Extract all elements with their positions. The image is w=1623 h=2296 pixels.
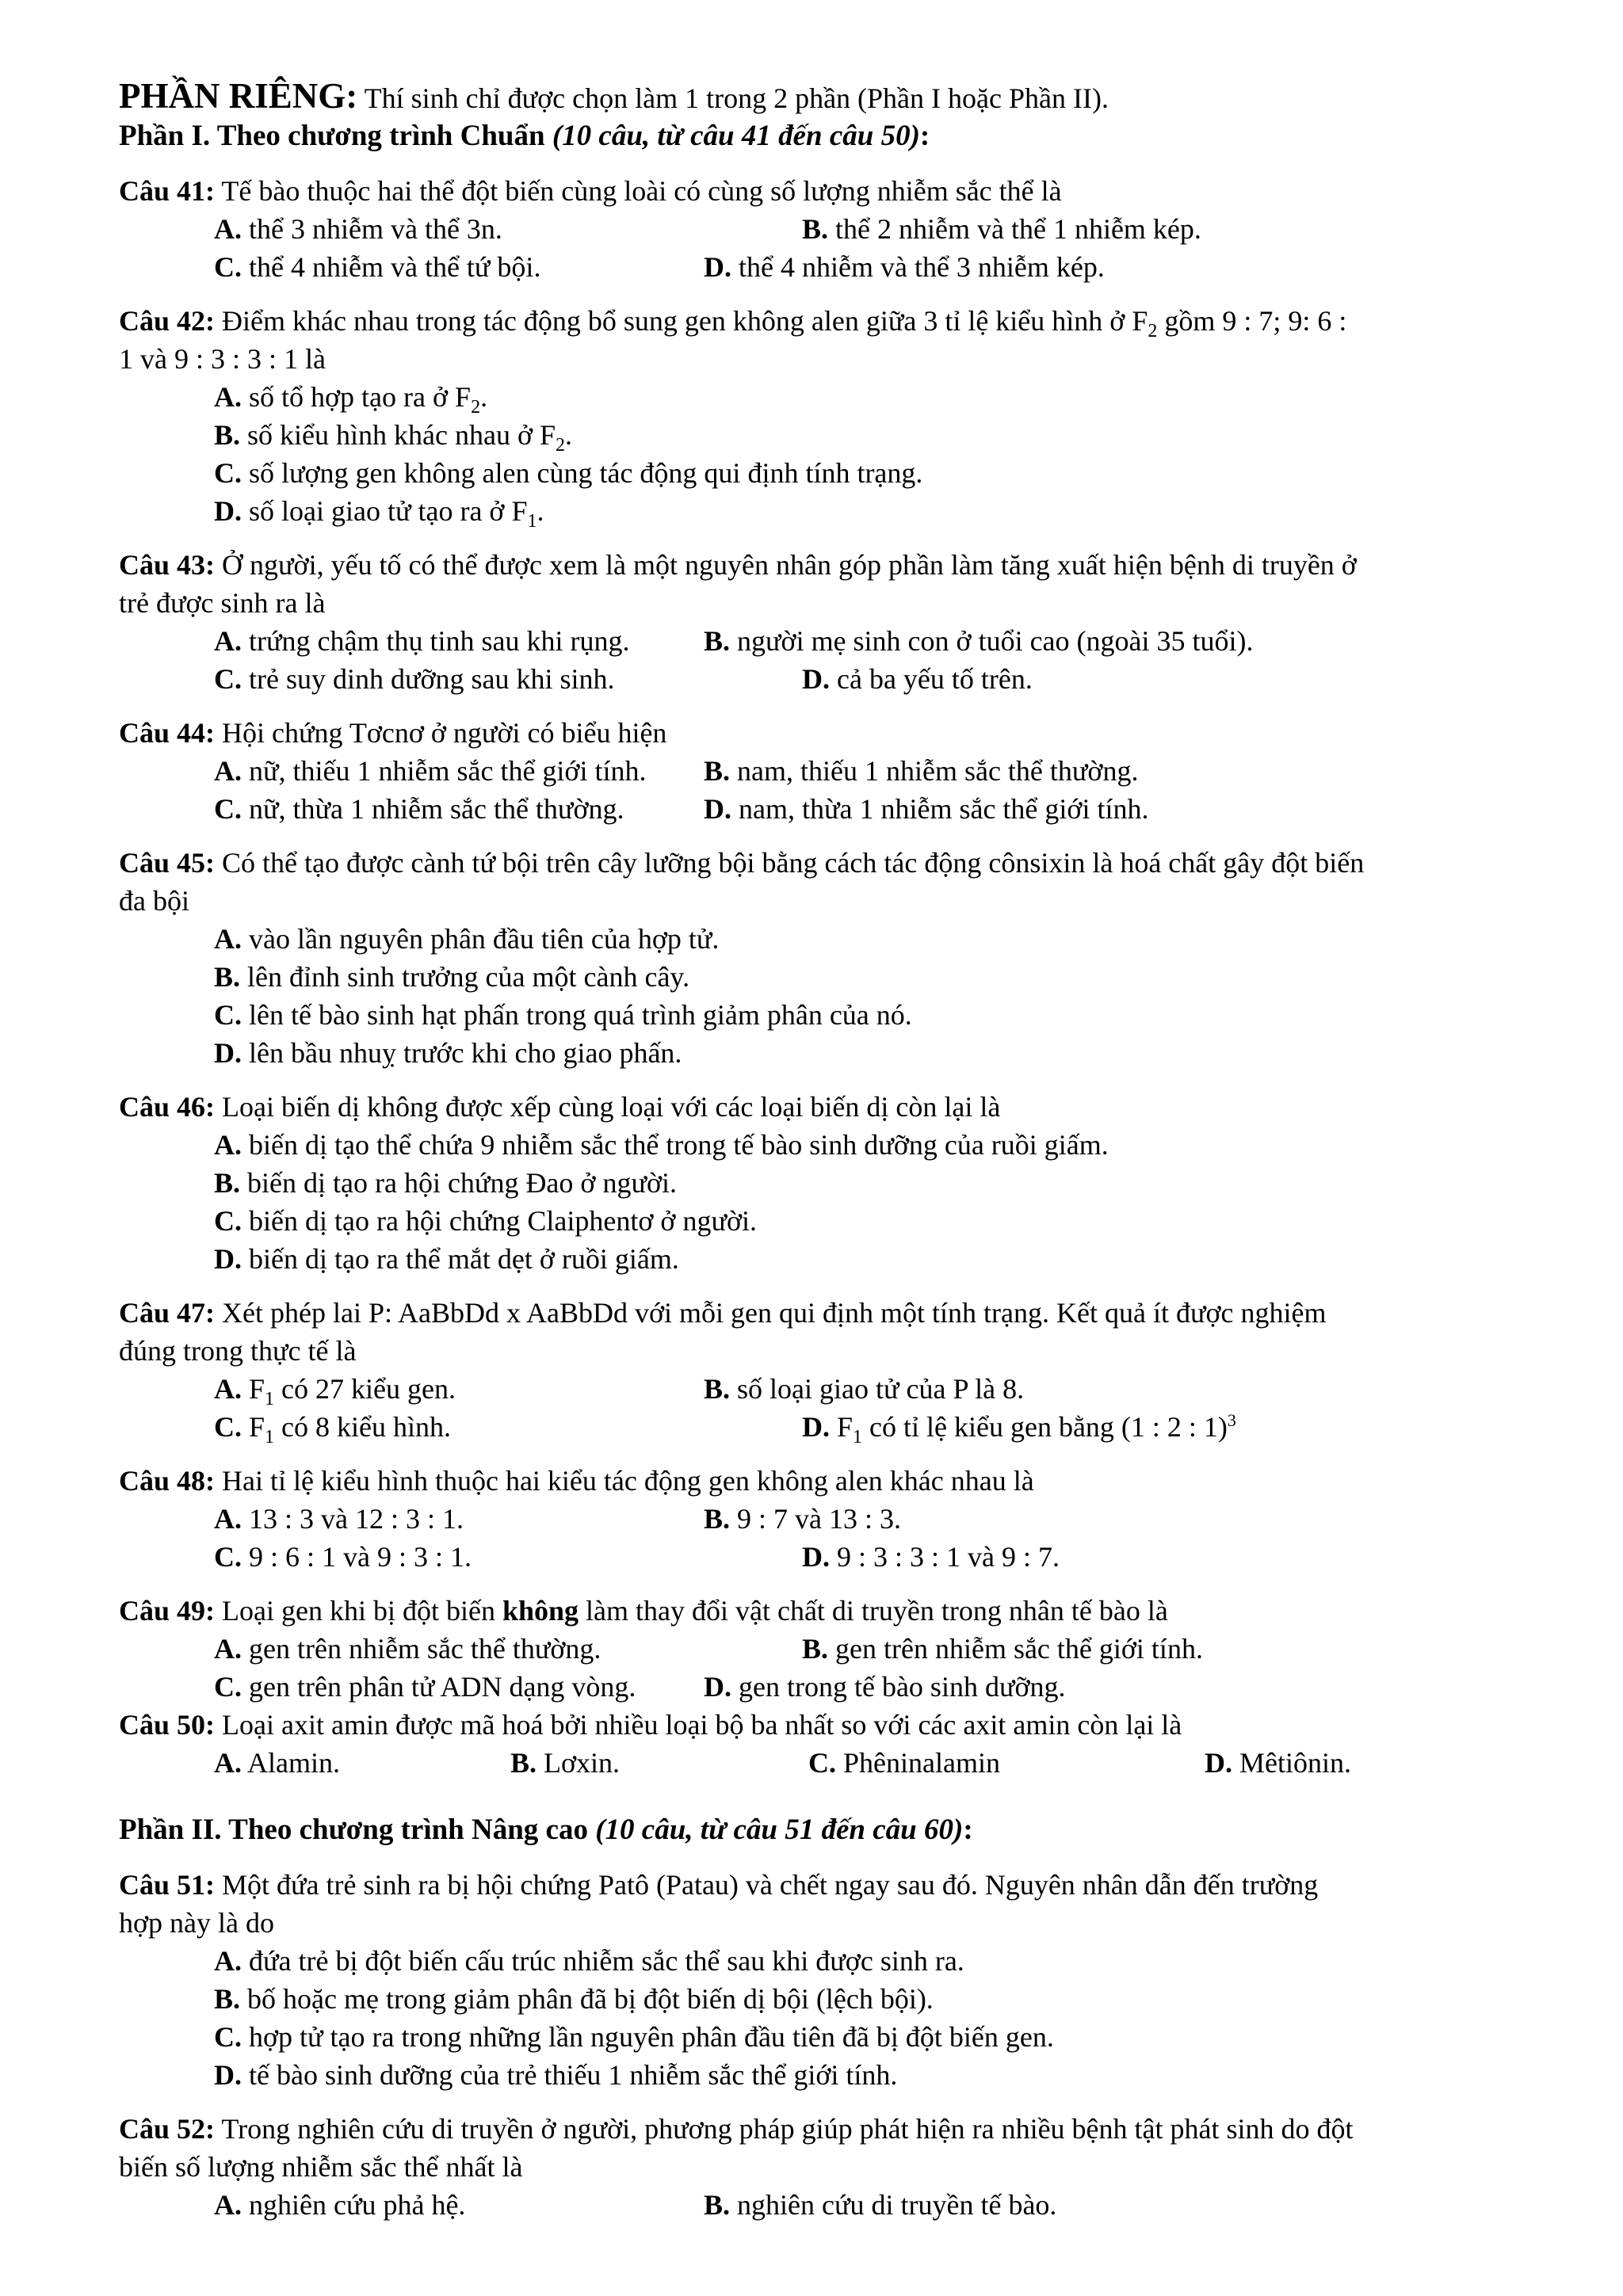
option-c: C. thể 4 nhiễm và thể tứ bội.	[214, 251, 541, 283]
option-d: D. biến dị tạo ra thể mắt dẹt ở ruồi giấm.	[214, 1243, 679, 1275]
part1-title	[119, 116, 1560, 156]
question-52	[119, 2110, 1560, 2224]
option-a: A. vào lần nguyên phân đầu tiên của hợp tử.	[214, 923, 720, 955]
question-41	[119, 172, 1560, 286]
option-b: B. người mẹ sinh con ở tuổi cao (ngoài 35 tuổi).	[704, 625, 1254, 657]
question-48-stem: Câu 48: Hai tỉ lệ kiểu hình thuộc hai kiểu tác động gen không alen khác nhau là	[119, 1465, 1034, 1497]
part2-note: (10 câu, từ câu 51 đến câu 60)	[595, 1814, 964, 1846]
option-a: A. Alamin.	[214, 1747, 340, 1779]
question-label: Câu 41:	[119, 175, 216, 207]
option-c: C. Phêninalamin	[808, 1747, 1000, 1779]
section-header	[119, 73, 1560, 121]
question-41-stem	[119, 172, 1560, 210]
question-46	[119, 1088, 1560, 1278]
question-47	[119, 1294, 1560, 1446]
question-45-stem-cont: đa bội	[119, 885, 189, 917]
header-text: Thí sinh chỉ được chọn làm 1 trong 2 phần (Phần I hoặc Phần II).	[357, 82, 1109, 114]
option-c: C. trẻ suy dinh dưỡng sau khi sinh.	[214, 663, 615, 695]
question-label: Câu 44:	[119, 717, 216, 749]
option-a: A. nghiên cứu phả hệ.	[214, 2189, 466, 2221]
header-label: PHẦN RIÊNG:	[119, 76, 358, 116]
option-d: D. $F_1$ có tỉ lệ kiểu gen bằng (1 : 2 : 1)$^3$	[802, 1410, 1236, 1448]
part1-title-text: Phần I. Theo chương trình Chuẩn	[119, 120, 552, 152]
question-text: Tế bào thuộc hai thể đột biến cùng loài có cùng số lượng nhiễm sắc thể là	[215, 175, 1062, 207]
question-label: Câu 43:	[119, 549, 216, 581]
question-label: Câu 45:	[119, 847, 216, 879]
question-label: Câu 52:	[119, 2113, 216, 2145]
question-label: Câu 49:	[119, 1595, 216, 1627]
option-a: A. biến dị tạo thể chứa 9 nhiễm sắc thể trong tế bào sinh dưỡng của ruồi giấm.	[214, 1129, 1109, 1161]
question-50	[119, 1706, 1560, 1782]
option-a: A. trứng chậm thụ tinh sau khi rụng.	[214, 625, 630, 657]
question-50-stem: Câu 50: Loại axit amin được mã hoá bởi nhiều loại bộ ba nhất so với các axit amin còn lại là	[119, 1709, 1182, 1741]
option-a: A. 13 : 3 và 12 : 3 : 1.	[214, 1503, 464, 1535]
question-label: Câu 47:	[119, 1297, 216, 1329]
part2-colon: :	[963, 1814, 973, 1846]
option-b: B. lên đỉnh sinh trưởng của một cành cây.	[214, 961, 690, 993]
question-49	[119, 1592, 1560, 1706]
option-a: A. số tổ hợp tạo ra ở $F_2$.	[214, 381, 488, 418]
option-c: C. số lượng gen không alen cùng tác động qui định tính trạng.	[214, 457, 923, 489]
question-label: Câu 50:	[119, 1709, 216, 1741]
option-b: B. bố hoặc mẹ trong giảm phân đã bị đột biến dị bội (lệch bội).	[214, 1983, 934, 2015]
part2-title-text: Phần II. Theo chương trình Nâng cao	[119, 1814, 596, 1846]
question-51-stem: Câu 51: Một đứa trẻ sinh ra bị hội chứng Patô (Patau) và chết ngay sau đó. Nguyên nhân dẫn đến trường	[119, 1869, 1319, 1901]
part1-note: (10 câu, từ câu 41 đến câu 50)	[552, 120, 920, 152]
question-51-stem-cont: hợp này là do	[119, 1907, 274, 1939]
option-c: C. biến dị tạo ra hội chứng Claiphentơ ở người.	[214, 1205, 758, 1237]
option-d: D. cả ba yếu tố trên.	[802, 663, 1033, 695]
option-b: B. thể 2 nhiễm và thể 1 nhiễm kép.	[802, 213, 1201, 245]
question-42-stem-cont: 1 và 9 : 3 : 3 : 1 là	[119, 343, 326, 375]
option-a: A. thể 3 nhiễm và thể 3n.	[214, 213, 502, 245]
question-42	[119, 302, 1560, 530]
option-a: A. nữ, thiếu 1 nhiễm sắc thể giới tính.	[214, 755, 647, 787]
option-b: B. nam, thiếu 1 nhiễm sắc thể thường.	[704, 755, 1139, 787]
option-d: D. thể 4 nhiễm và thể 3 nhiễm kép.	[704, 251, 1105, 283]
question-51	[119, 1866, 1560, 2094]
question-47-stem: Câu 47: Xét phép lai P: AaBbDd x AaBbDd với mỗi gen qui định một tính trạng. Kết quả ít được nghiệm	[119, 1297, 1327, 1329]
option-b: B. gen trên nhiễm sắc thể giới tính.	[802, 1633, 1203, 1665]
option-d: D. số loại giao tử tạo ra ở $F_1$.	[214, 495, 544, 532]
question-46-stem: Câu 46: Loại biến dị không được xếp cùng loại với các loại biến dị còn lại là	[119, 1091, 1001, 1123]
part2-title	[119, 1810, 1560, 1850]
option-c: C. $F_1$ có 8 kiểu hình.	[214, 1411, 451, 1448]
option-b: B. Lơxin.	[510, 1747, 621, 1779]
question-47-stem-cont: đúng trong thực tế là	[119, 1335, 357, 1367]
option-c: C. gen trên phân tử ADN dạng vòng.	[214, 1671, 636, 1703]
option-c: C. nữ, thừa 1 nhiễm sắc thể thường.	[214, 793, 624, 825]
question-43-stem: Câu 43: Ở người, yếu tố có thể được xem là một nguyên nhân góp phần làm tăng xuất hiện bệnh di truyền ở	[119, 549, 1357, 581]
question-49-stem: Câu 49: Loại gen khi bị đột biến không làm thay đổi vật chất di truyền trong nhân tế bào là	[119, 1595, 1168, 1627]
option-a: A. $F_1$ có 27 kiểu gen.	[214, 1373, 456, 1410]
question-label: Câu 42:	[119, 305, 216, 337]
option-b: B. biến dị tạo ra hội chứng Đao ở người.	[214, 1167, 678, 1199]
option-d: D. lên bầu nhuỵ trước khi cho giao phấn.	[214, 1037, 682, 1069]
option-d: D. 9 : 3 : 3 : 1 và 9 : 7.	[802, 1541, 1060, 1573]
question-label: Câu 46:	[119, 1091, 216, 1123]
question-43-stem-cont: trẻ được sinh ra là	[119, 587, 326, 619]
option-d: D. Mêtiônin.	[1205, 1747, 1351, 1779]
option-b: B. số loại giao tử của P là 8.	[704, 1373, 1025, 1405]
question-44	[119, 714, 1560, 828]
option-b: B. 9 : 7 và 13 : 3.	[704, 1503, 901, 1535]
question-45	[119, 844, 1560, 1072]
question-45-stem: Câu 45: Có thể tạo được cành tứ bội trên cây lưỡng bội bằng cách tác động cônsixin là hoá chất gây đột biến	[119, 847, 1365, 879]
option-d: D. tế bào sinh dưỡng của trẻ thiếu 1 nhiễm sắc thể giới tính.	[214, 2059, 898, 2091]
question-44-stem: Câu 44: Hội chứng Tơcnơ ở người có biểu hiện	[119, 717, 667, 749]
question-label: Câu 48:	[119, 1465, 216, 1497]
option-b: B. số kiểu hình khác nhau ở $F_2$.	[214, 419, 573, 456]
option-c: C. lên tế bào sinh hạt phấn trong quá trình giảm phân của nó.	[214, 999, 912, 1031]
option-b: B. nghiên cứu di truyền tế bào.	[704, 2189, 1057, 2221]
option-a: A. gen trên nhiễm sắc thể thường.	[214, 1633, 601, 1665]
question-label: Câu 51:	[119, 1869, 216, 1901]
question-42-stem: Câu 42: Điểm khác nhau trong tác động bổ sung gen không alen giữa 3 tỉ lệ kiểu hình ở $F_2$ gồm 9 : 7; 9: 6 :	[119, 305, 1347, 342]
option-c: C. hợp tử tạo ra trong những lần nguyên phân đầu tiên đã bị đột biến gen.	[214, 2021, 1054, 2053]
question-52-stem: Câu 52: Trong nghiên cứu di truyền ở người, phương pháp giúp phát hiện ra nhiều bệnh tật phát sinh do đột	[119, 2113, 1354, 2145]
option-c: C. 9 : 6 : 1 và 9 : 3 : 1.	[214, 1541, 472, 1573]
option-d: D. gen trong tế bào sinh dưỡng.	[704, 1671, 1066, 1703]
question-48	[119, 1462, 1560, 1576]
option-d: D. nam, thừa 1 nhiễm sắc thể giới tính.	[704, 793, 1149, 825]
question-52-stem-cont: biến số lượng nhiễm sắc thể nhất là	[119, 2151, 523, 2183]
option-a: A. đứa trẻ bị đột biến cấu trúc nhiễm sắc thể sau khi được sinh ra.	[214, 1945, 964, 1977]
part1-colon: :	[919, 120, 930, 152]
question-43	[119, 546, 1560, 698]
